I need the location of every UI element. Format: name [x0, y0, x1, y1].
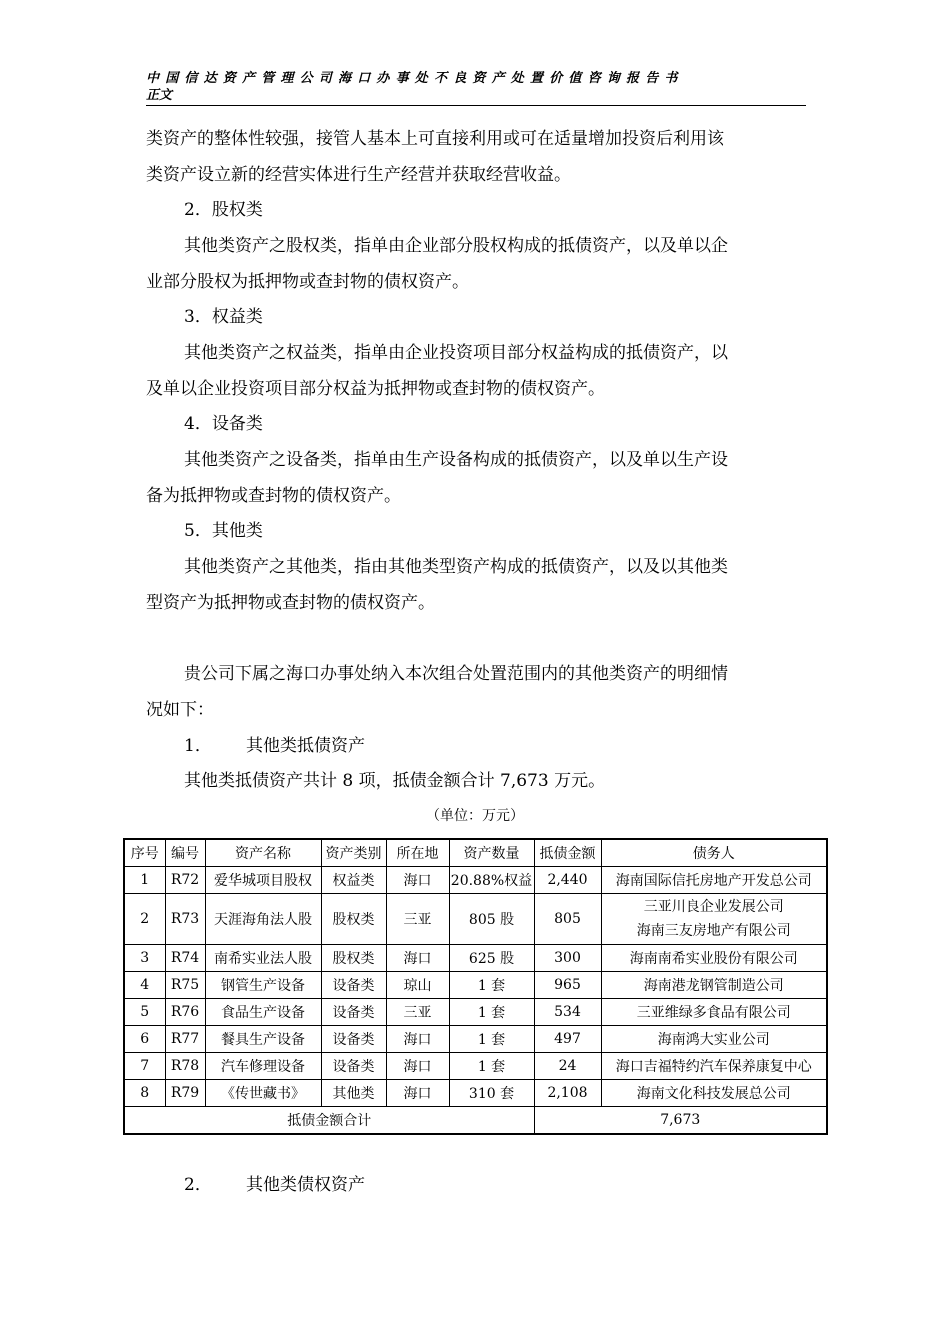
debtor-line: 三亚川良企业发展公司	[643, 899, 784, 915]
assets-table	[123, 838, 828, 1135]
subsection-number: 1．	[184, 736, 212, 756]
table-row	[124, 999, 827, 1026]
cell-name: 餐具生产设备	[205, 1026, 321, 1053]
debtor-line: 海南三友房地产有限公司	[636, 923, 791, 939]
column-header: 编号	[165, 839, 205, 867]
cell-code: R78	[165, 1053, 205, 1080]
cell-category: 设备类	[321, 1026, 386, 1053]
paragraph-line: 况如下：	[146, 700, 214, 720]
table-row	[124, 1026, 827, 1053]
table-row	[124, 945, 827, 972]
cell-name: 食品生产设备	[205, 999, 321, 1026]
cell-debtor: 海南国际信托房地产开发总公司	[601, 867, 827, 894]
cell-seq: 7	[124, 1053, 165, 1080]
paragraph-line: 型资产为抵押物或查封物的债权资产。	[146, 593, 435, 613]
paragraph-line: 其他类抵债资产共计 8 项，抵债金额合计 7,673 万元。	[184, 771, 606, 791]
cell-amount: 805	[534, 894, 601, 945]
cell-seq: 5	[124, 999, 165, 1026]
paragraph-line: 贵公司下属之海口办事处纳入本次组合处置范围内的其他类资产的明细情	[184, 664, 728, 684]
cell-location: 三亚	[386, 894, 449, 945]
paragraph-line: 其他类资产之股权类，指单由企业部分股权构成的抵债资产，以及单以企	[184, 236, 728, 256]
cell-name: 钢管生产设备	[205, 972, 321, 999]
paragraph-line: 类资产设立新的经营实体进行生产经营并获取经营收益。	[146, 165, 571, 185]
paragraph-line: 业部分股权为抵押物或查封物的债权资产。	[146, 272, 469, 292]
table-row	[124, 1080, 827, 1107]
cell-amount: 534	[534, 999, 601, 1026]
cell-code: R75	[165, 972, 205, 999]
cell-name: 《传世藏书》	[205, 1080, 321, 1107]
cell-name: 南希实业法人股	[205, 945, 321, 972]
cell-seq: 8	[124, 1080, 165, 1107]
subsection-title: 其他类抵债资产	[246, 736, 365, 756]
cell-code: R73	[165, 894, 205, 945]
cell-name: 汽车修理设备	[205, 1053, 321, 1080]
cell-debtor: 海南文化科技发展总公司	[601, 1080, 827, 1107]
section-heading: 2．股权类	[184, 200, 263, 220]
column-header: 资产名称	[205, 839, 321, 867]
section-heading: 4．设备类	[184, 414, 263, 434]
cell-amount: 300	[534, 945, 601, 972]
cell-quantity: 625 股	[449, 945, 534, 972]
cell-debtor: 海南南希实业股份有限公司	[601, 945, 827, 972]
cell-category: 设备类	[321, 1053, 386, 1080]
paragraph-line: 其他类资产之权益类，指单由企业投资项目部分权益构成的抵债资产，以	[184, 343, 728, 363]
cell-amount: 2,440	[534, 867, 601, 894]
cell-debtor: 海口吉福特约汽车保养康复中心	[601, 1053, 827, 1080]
cell-code: R79	[165, 1080, 205, 1107]
column-header: 序号	[124, 839, 165, 867]
cell-location: 海口	[386, 1053, 449, 1080]
table-row	[124, 972, 827, 999]
cell-location: 三亚	[386, 999, 449, 1026]
table-row	[124, 867, 827, 894]
total-value: 7,673	[534, 1107, 827, 1135]
table-header-row	[124, 839, 827, 867]
paragraph-line: 及单以企业投资项目部分权益为抵押物或查封物的债权资产。	[146, 379, 605, 399]
table-total-row	[124, 1107, 827, 1135]
table-row	[124, 1053, 827, 1080]
cell-category: 股权类	[321, 894, 386, 945]
cell-quantity: 20.88%权益	[449, 867, 534, 894]
cell-seq: 3	[124, 945, 165, 972]
cell-location: 琼山	[386, 972, 449, 999]
cell-quantity: 1 套	[449, 972, 534, 999]
cell-name: 天涯海角法人股	[205, 894, 321, 945]
cell-debtor: 海南鸿大实业公司	[601, 1026, 827, 1053]
paragraph-line: 其他类资产之其他类，指由其他类型资产构成的抵债资产，以及以其他类	[184, 557, 728, 577]
paragraph-line: 备为抵押物或查封物的债权资产。	[146, 486, 401, 506]
table-row	[124, 894, 827, 945]
cell-amount: 965	[534, 972, 601, 999]
header-rule	[146, 105, 806, 106]
table-unit-caption: （单位：万元）	[426, 808, 524, 824]
cell-category: 设备类	[321, 999, 386, 1026]
cell-location: 海口	[386, 1080, 449, 1107]
cell-debtor: 三亚维绿多食品有限公司	[601, 999, 827, 1026]
cell-seq: 1	[124, 867, 165, 894]
cell-debtor: 海南港龙钢管制造公司	[601, 972, 827, 999]
header-subtitle: 正文	[146, 88, 173, 103]
cell-code: R76	[165, 999, 205, 1026]
column-header: 资产类别	[321, 839, 386, 867]
cell-seq: 4	[124, 972, 165, 999]
paragraph-line: 其他类资产之设备类，指单由生产设备构成的抵债资产，以及单以生产设	[184, 450, 728, 470]
cell-amount: 2,108	[534, 1080, 601, 1107]
cell-code: R72	[165, 867, 205, 894]
cell-category: 设备类	[321, 972, 386, 999]
page-header	[146, 70, 806, 106]
cell-category: 权益类	[321, 867, 386, 894]
subsection-title: 其他类债权资产	[246, 1175, 365, 1195]
cell-quantity: 1 套	[449, 1053, 534, 1080]
column-header: 债务人	[601, 839, 827, 867]
cell-amount: 497	[534, 1026, 601, 1053]
section-heading: 5．其他类	[184, 521, 263, 541]
cell-location: 海口	[386, 945, 449, 972]
cell-category: 其他类	[321, 1080, 386, 1107]
cell-code: R77	[165, 1026, 205, 1053]
cell-seq: 2	[124, 894, 165, 945]
cell-amount: 24	[534, 1053, 601, 1080]
column-header: 抵债金额	[534, 839, 601, 867]
header-title: 中国信达资产管理公司海口办事处不良资产处置价值咨询报告书	[146, 71, 684, 86]
column-header: 所在地	[386, 839, 449, 867]
cell-debtor	[601, 894, 827, 945]
cell-category: 股权类	[321, 945, 386, 972]
subsection-number: 2．	[184, 1175, 212, 1195]
cell-location: 海口	[386, 1026, 449, 1053]
cell-location: 海口	[386, 867, 449, 894]
cell-code: R74	[165, 945, 205, 972]
cell-name: 爱华城项目股权	[205, 867, 321, 894]
cell-quantity: 805 股	[449, 894, 534, 945]
paragraph-line: 类资产的整体性较强，接管人基本上可直接利用或可在适量增加投资后利用该	[146, 129, 724, 149]
cell-quantity: 1 套	[449, 1026, 534, 1053]
cell-seq: 6	[124, 1026, 165, 1053]
total-label: 抵债金额合计	[124, 1107, 534, 1135]
cell-quantity: 310 套	[449, 1080, 534, 1107]
section-heading: 3．权益类	[184, 307, 263, 327]
column-header: 资产数量	[449, 839, 534, 867]
cell-quantity: 1 套	[449, 999, 534, 1026]
